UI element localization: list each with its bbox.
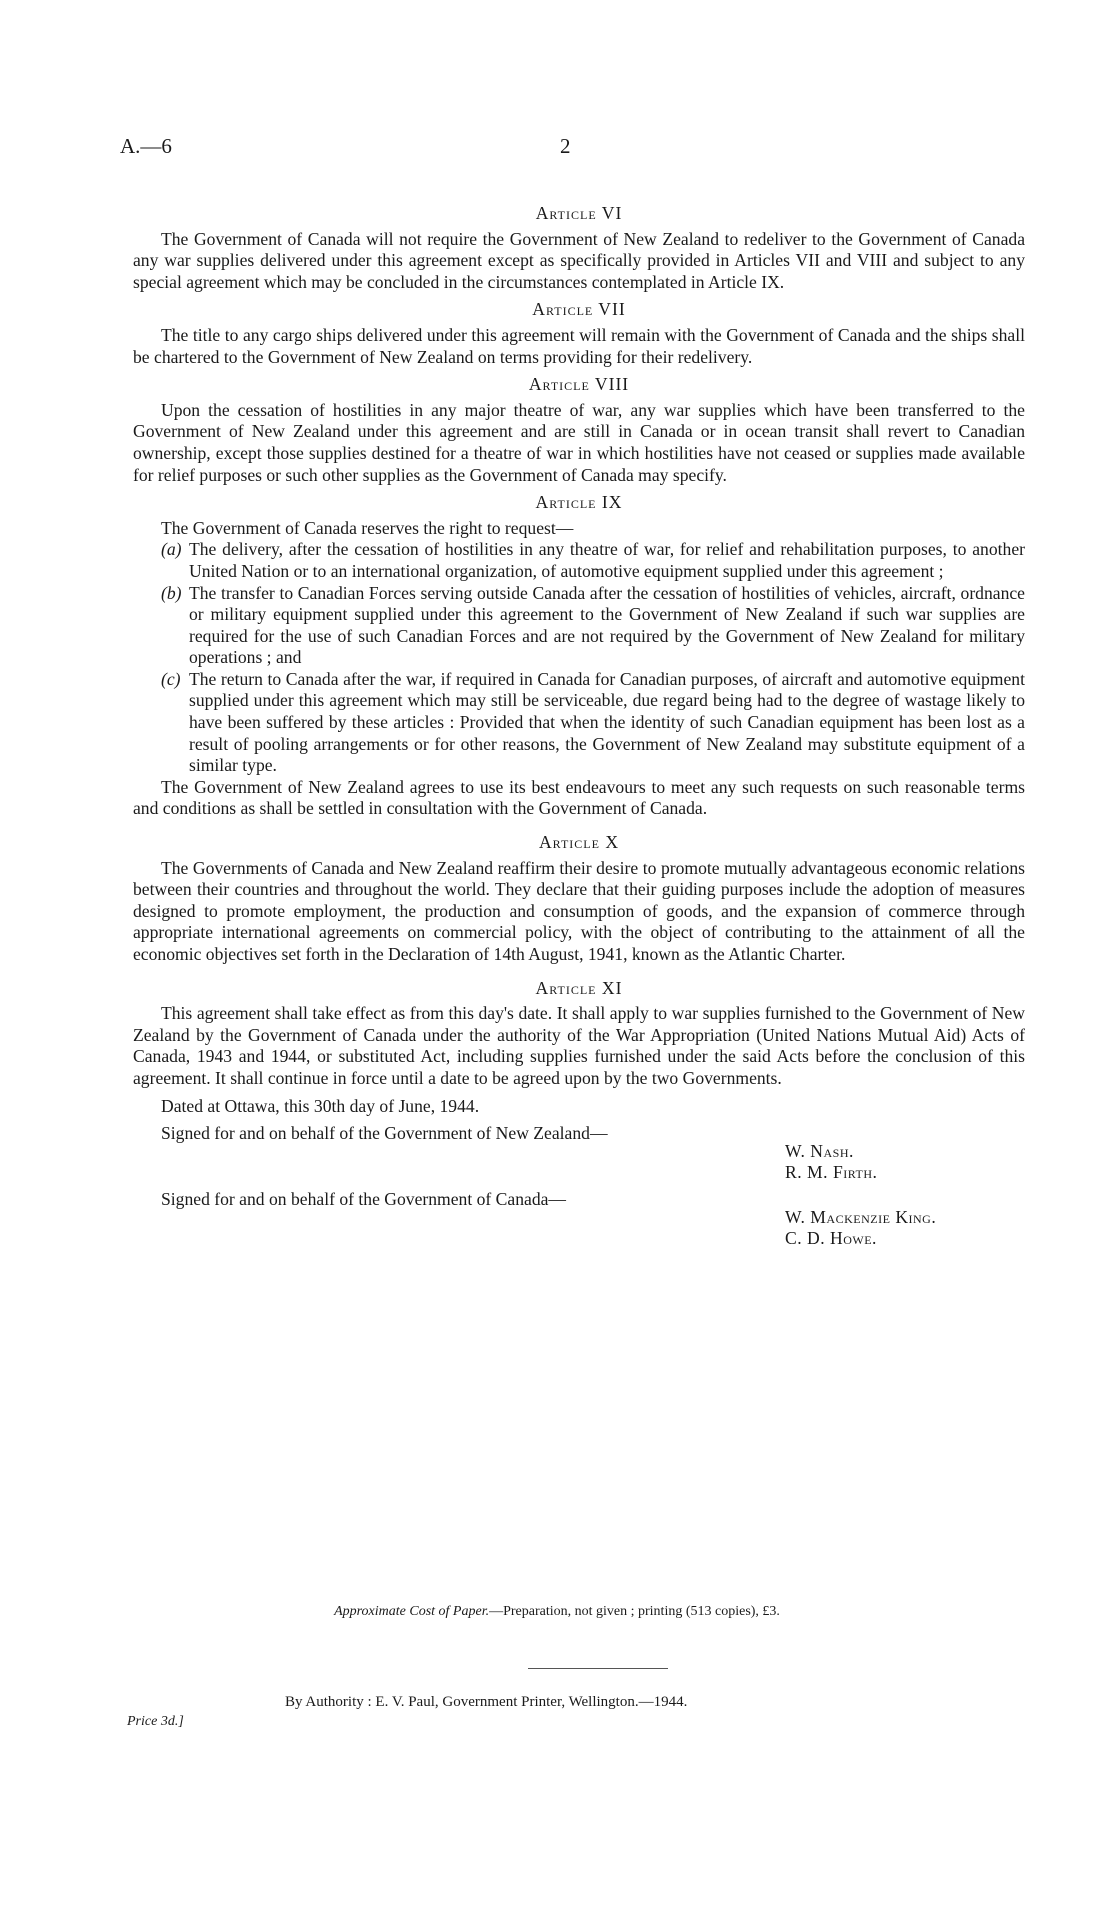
article-6-text: The Government of Canada will not require the Government of New Zealand to redeliver to the Government of Canada any war supplies delivered under this agreement except as specifically provided in Articles VII and VIII and subject to any special agreement which may be concluded in the circumstances contemplated in Article IX. [133,228,1025,292]
nz-signature-label: Signed for and on behalf of the Government of New Zealand— [161,1123,608,1144]
page-number: 2 [560,134,571,158]
item-text: The delivery, after the cessation of hostilities in any theatre of war, for relief and rehabilitation purposes, to another United Nation or to an international organization, of automotive equipment supplied under this agreement ; [189,539,1025,581]
document-reference: A.—6 [120,134,172,158]
article-8-text: Upon the cessation of hostilities in any major theatre of war, any war supplies which have been transferred to the Government of New Zealand under this agreement and are still in Canada or in ocean transit shall revert to Canadian ownership, except those supplies destined for a theatre of war in which hostilities have not ceased or supplies made available for relief purposes or such other supplies as the Government of Canada may specify. [133,399,1025,485]
article-7-heading: Article VII [532,299,626,320]
nz-signatories [785,1123,1025,1183]
dated-line: Dated at Ottawa, this 30th day of June, 1944. [161,1095,480,1116]
article-11-heading: Article XI [535,977,623,998]
ca-signatories [785,1189,1025,1249]
article-10-text: The Governments of Canada and New Zealand reaffirm their desire to promote mutually advantageous economic relations between their countries and throughout the world. They declare that their guiding purposes include the adoption of measures designed to promote employment, the production and consumption of goods, and the expansion of commerce through appropriate international agreements on commercial policy, with the object of contributing to the attainment of all the economic objectives set forth in the Declaration of 14th August, 1941, known as the Atlantic Charter. [133,857,1025,964]
signatory-name: W. Nash. [785,1141,854,1162]
item-label: (c) [161,668,181,689]
ca-signature-label: Signed for and on behalf of the Government of Canada— [161,1189,567,1210]
printer-authority: By Authority : E. V. Paul, Government Printer, Wellington.—1944. [285,1694,688,1710]
article-9-item-a [161,539,1025,582]
document-body [133,197,1025,1249]
article-10-heading: Article X [538,832,620,853]
signatory-name: C. D. Howe. [785,1228,877,1249]
article-11-text: This agreement shall take effect as from this day's date. It shall apply to war supplies furnished to the Government of New Zealand by the Government of Canada under the authority of the War Appropriation (United Nations Mutual Aid) Acts of Canada, 1943 and 1944, or substituted Act, including supplies furnished under the said Acts before the conclusion of this agreement. It shall continue in force until a date to be agreed upon by the two Governments. [133,1003,1025,1088]
cost-of-paper-note [0,1604,1114,1620]
ca-signature-block [133,1189,1025,1249]
signatory-name: W. Mackenzie King. [785,1207,937,1228]
cost-details: —Preparation, not given ; printing (513 copies), £3. [489,1604,780,1619]
item-text: The return to Canada after the war, if required in Canada for Canadian purposes, of aircraft and automotive equipment supplied under this agreement which may still be serviceable, due regard being had to the degree of wastage likely to have been suffered by these articles : Provided that when the identity of such Canadian equipment has been lost as a result of pooling arrangements or for other reasons, the Government of New Zealand may substitute equipment of a similar type. [189,668,1025,776]
signatory-name: R. M. Firth. [785,1162,878,1183]
item-label: (b) [161,582,182,603]
price-note: Price 3d.] [127,1714,184,1729]
item-text: The transfer to Canadian Forces serving outside Canada after the cessation of hostilities of vehicles, aircraft, ordnance or military equipment supplied under this agreement to the Government of New Zealand if such war supplies are required for the use of such Canadian Forces and are not required by the Government of New Zealand for military operations ; and [189,582,1025,668]
item-label: (a) [161,539,182,560]
article-6-heading: Article VI [535,203,623,223]
article-7-text: The title to any cargo ships delivered under this agreement will remain with the Government of Canada and the ships shall be chartered to the Government of New Zealand on terms providing for their redelivery. [133,324,1025,367]
article-9-intro: The Government of Canada reserves the right to request— [161,517,574,538]
article-8-heading: Article VIII [528,374,630,395]
article-9-heading: Article IX [535,492,623,513]
article-9-item-b [161,583,1025,669]
divider [528,1668,668,1669]
article-9-item-c [161,669,1025,777]
nz-signature-block [133,1123,1025,1183]
cost-label: Approximate Cost of Paper. [334,1604,490,1619]
article-9-closing: The Government of New Zealand agrees to use its best endeavours to meet any such requests on such reasonable terms and conditions as shall be settled in consultation with the Government of Canada. [133,776,1025,819]
